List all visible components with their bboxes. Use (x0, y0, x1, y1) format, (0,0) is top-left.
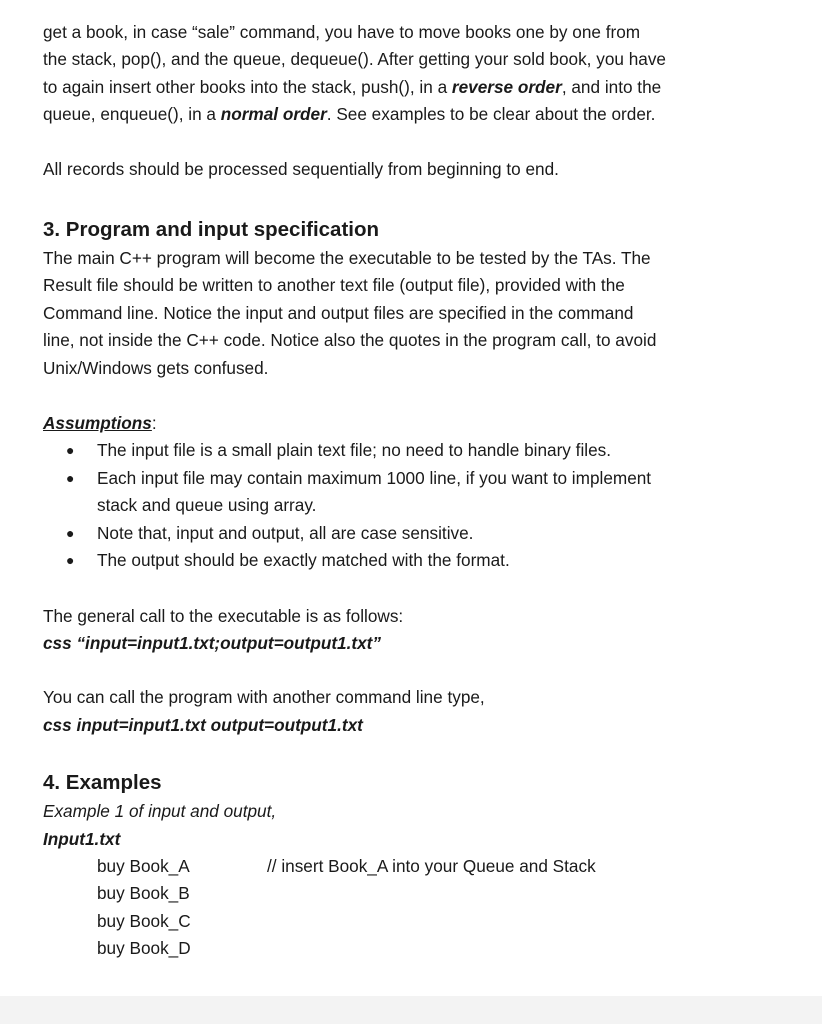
intro-line: the stack, pop(), and the queue, dequeue(). After getting your sold book, you have (43, 49, 666, 70)
intro-line (43, 101, 793, 128)
list-item (43, 437, 793, 464)
code-row (43, 935, 793, 962)
other-call-text: You can call the program with another command line type, (43, 687, 485, 708)
intro-line: get a book, in case “sale” command, you have to move books one by one from (43, 22, 641, 42)
bullet-icon: ● (66, 524, 75, 541)
bullet-icon: ● (66, 552, 75, 569)
code-row (43, 880, 793, 907)
code-command: buy Book_A (97, 855, 190, 876)
section3-heading: 3. Program and input specification (43, 218, 380, 242)
list-item-text: Each input file may contain maximum 1000 line, if you want to implement (97, 467, 652, 488)
section3-para-line: The main C++ program will become the executable to be tested by the TAs. The (43, 248, 651, 269)
command-example-2: css input=input1.txt output=output1.txt (43, 714, 363, 735)
list-item-text: The output should be exactly matched with the format. (97, 550, 510, 571)
emphasis-normal-order: normal order (220, 104, 327, 125)
assumptions-title (43, 410, 793, 437)
example-label: Example 1 of input and output, (43, 801, 277, 822)
section3-para-line: Result file should be written to another text file (output file), provided with the (43, 275, 625, 296)
list-item (43, 520, 793, 547)
list-item-text: The input file is a small plain text file; no need to handle binary files. (97, 440, 612, 461)
section3-para-line: Unix/Windows gets confused. (43, 357, 269, 378)
section3-para-line: Command line. Notice the input and output files are specified in the command (43, 302, 634, 323)
document-page (43, 19, 793, 963)
list-item-text: stack and queue using array. (97, 495, 317, 516)
text-run: , and into the (561, 76, 662, 97)
bullet-icon: ● (66, 442, 75, 459)
intro-line (43, 74, 793, 101)
text-run: queue, enqueue(), in a (43, 104, 221, 125)
input-file-label: Input1.txt (43, 828, 121, 849)
assumptions-label: Assumptions (43, 413, 152, 434)
code-comment: // insert Book_A into your Queue and Stack (267, 855, 596, 876)
section4-heading: 4. Examples (43, 771, 162, 795)
code-command: buy Book_C (97, 910, 191, 931)
list-item-continuation (43, 492, 793, 519)
list-item (43, 547, 793, 574)
code-command: buy Book_D (97, 938, 191, 959)
text-run: : (151, 413, 157, 434)
list-item (43, 465, 793, 492)
code-command: buy Book_B (97, 883, 190, 904)
intro-line: All records should be processed sequentially from beginning to end. (43, 158, 559, 179)
assumptions-list (43, 437, 793, 574)
code-row (43, 908, 793, 935)
general-call-text: The general call to the executable is as follows: (43, 605, 404, 626)
command-example-1: css “input=input1.txt;output=output1.txt” (43, 632, 381, 653)
bullet-icon: ● (66, 469, 75, 486)
code-row (43, 853, 793, 880)
section3-para-line: line, not inside the C++ code. Notice also the quotes in the program call, to avoid (43, 330, 657, 351)
text-run: to again insert other books into the stack, push(), in a (43, 76, 452, 97)
page-bottom-band (0, 996, 822, 1024)
emphasis-reverse-order: reverse order (451, 76, 562, 97)
text-run: . See examples to be clear about the order. (326, 104, 656, 125)
list-item-text: Note that, input and output, all are case sensitive. (97, 522, 474, 543)
